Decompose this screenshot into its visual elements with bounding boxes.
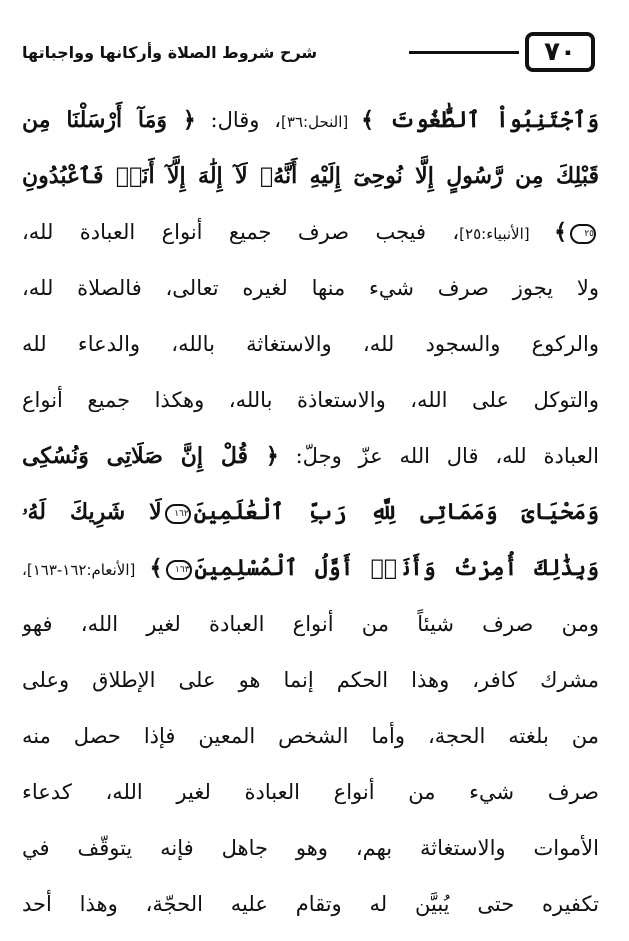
quran-verse-text: وَمَحْيَاىَ وَمَمَاتِى لِلَّهِ رَبِّ ٱلْعَٰلَمِينَ: [193, 499, 599, 525]
text-line: [22, 260, 599, 316]
body-text-segment: العبادة لله، قال الله عزّ وجلّ:: [278, 444, 599, 468]
quran-verse-text: وَٱجْتَنِبُواْ ٱلطَّٰغُوتَ ﴾: [361, 107, 599, 133]
text-line: [22, 708, 599, 764]
page-header: [22, 26, 595, 78]
quran-verse-text: ﴿ وَمَآ أَرْسَلْنَا مِن: [22, 107, 196, 133]
body-text-segment: والتوكل على الله، والاستعاذة بالله، وهكذا جميع أنواع: [22, 388, 599, 412]
text-line: [22, 316, 599, 372]
text-line: [22, 540, 599, 596]
body-text-segment: تكفيره حتى يُبيَّن له وتقام عليه الحجّة، وهذا أحد: [22, 892, 599, 916]
quran-verse-text: وَبِذَٰلِكَ أُمِرْتُ وَأَنَا۠ أَوَّلُ ٱلْمُسْلِمِينَ: [194, 555, 599, 581]
text-line: [22, 876, 599, 932]
text-line: [22, 148, 599, 204]
quran-verse-text: لَا شَرِيكَ لَهُۥ: [22, 499, 162, 525]
body-text-segment: ولا يجوز صرف شيء منها لغيره تعالى، فالصلاة لله،: [22, 276, 599, 300]
verse-reference: [الأنبياء:٢٥]: [459, 225, 555, 243]
text-line: [22, 204, 599, 260]
text-line: [22, 92, 599, 148]
text-line: [22, 820, 599, 876]
text-line: [22, 428, 599, 484]
verse-reference: [النحل:٣٦]: [281, 113, 362, 131]
quran-verse-text: ﴾: [554, 219, 567, 245]
quran-verse-text: قَبْلِكَ مِن رَّسُولٍ إِلَّا نُوحِىٓ إِلَيْهِ أَنَّهُۥ لَآ إِلَٰهَ إِلَّآ أَنَا۠ فَٱعْبُدُونِ: [22, 163, 599, 189]
header-rule: [409, 51, 519, 54]
ayah-number-marker: ١٦٣: [166, 560, 192, 580]
quran-verse-text: ﴾: [149, 555, 163, 581]
body-text-segment: الأموات والاستغاثة بهم، وهو جاهل فإنه يتوقّف في: [22, 836, 599, 860]
body-text-segment: من بلغته الحجة، وأما الشخص المعين فإذا حصل منه: [22, 724, 599, 748]
body-text-segment: مشرك كافر، وهذا الحكم إنما هو على الإطلاق وعلى: [22, 668, 599, 692]
ayah-number-marker: ١٦٢: [165, 504, 191, 524]
quran-verse-text: ﴿ قُلْ إِنَّ صَلَاتِى وَنُسُكِى: [22, 443, 279, 469]
page-number: ٧٠: [525, 32, 595, 72]
ayah-number-marker: ٢٥: [570, 224, 596, 244]
text-line: [22, 372, 599, 428]
body-text-segment: والركوع والسجود لله، والاستغاثة بالله، والدعاء لله: [22, 332, 599, 356]
text-line: [22, 484, 599, 540]
text-line: [22, 652, 599, 708]
body-text-segment: ، فيجب صرف جميع أنواع العبادة لله،: [22, 220, 460, 244]
verse-reference: [الأنعام:١٦٢-١٦٣]،: [22, 561, 150, 579]
body-text: [22, 92, 599, 932]
text-line: [22, 596, 599, 652]
body-text-segment: صرف شيء من أنواع العبادة لغير الله، كدعاء: [22, 780, 599, 804]
body-text-segment: ، وقال:: [195, 108, 282, 132]
body-text-segment: ومن صرف شيئاً من أنواع العبادة لغير الله، فهو: [22, 612, 599, 636]
text-line: [22, 764, 599, 820]
running-title: شرح شروط الصلاة وأركانها وواجباتها: [22, 42, 318, 62]
